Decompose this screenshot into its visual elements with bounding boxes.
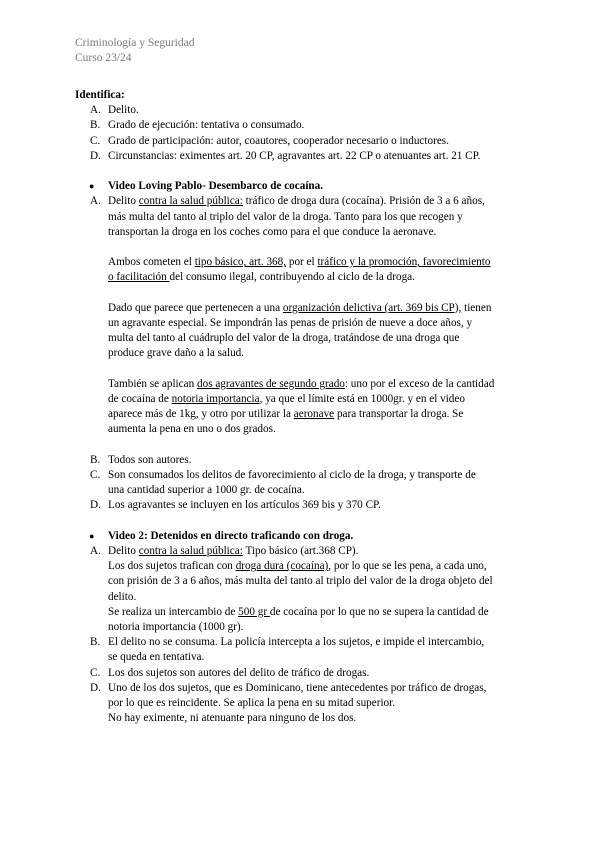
paragraph-line: produce grave daño a la salud. <box>108 347 245 360</box>
paragraph-line: un agravante especial. Se impondrán las penas de prisión de nueve a doce años, y <box>108 317 473 329</box>
paragraph-line: de cocaína de notoria importancia, ya que el límite está en 1000gr. y en el video <box>108 393 465 405</box>
list-marker: C. <box>90 469 101 481</box>
list-marker: D. <box>90 681 101 694</box>
list-item: B. Grado de ejecución: tentativa o consumado. <box>75 118 535 133</box>
list-marker: C. <box>90 666 101 679</box>
list-marker: B. <box>90 453 101 466</box>
section-title-video1: ● Video Loving Pablo- Desembarco de cocaína. <box>75 179 535 194</box>
paragraph-line: aumenta la pena en uno o dos grados. <box>108 423 276 436</box>
paragraph-line: o facilitación del consumo ilegal, contribuyendo al ciclo de la droga. <box>108 271 415 284</box>
paragraph-line: con prisión de 3 a 6 años, más multa del tanto al triplo del valor de la droga objeto del <box>108 575 493 588</box>
paragraph-line: por lo que es reincidente. Se aplica la pena en su mitad superior. <box>108 697 396 710</box>
list-item: C. Son consumados los delitos de favorecimiento al ciclo de la droga, y transporte de <box>75 468 535 483</box>
paragraph-line: delito. <box>108 590 137 603</box>
bullet-icon: ● <box>89 181 95 192</box>
paragraph-line: Ambos cometen el tipo básico, art. 368, por el tráfico y la promoción, favorecimiento <box>108 256 491 269</box>
paragraph-line: notoria importancia (1000 gr). <box>108 621 244 634</box>
list-marker: D. <box>90 499 101 512</box>
page-header <box>75 36 194 66</box>
list-item: C. Grado de participación: autor, coautores, cooperador necesario o inductores. <box>75 134 535 149</box>
list-item: C. Los dos sujetos son autores del delito de tráfico de drogas. <box>75 666 535 681</box>
list-item: B. Todos son autores. <box>75 453 535 468</box>
list-item: A. Delito. <box>75 103 535 118</box>
list-marker: B. <box>90 636 101 649</box>
paragraph-line: Dado que parece que pertenecen a una organización delictiva (art. 369 bis CP), tienen <box>108 301 492 314</box>
list-item: A. Delito contra la salud pública: Tipo básico (art.368 CP). <box>75 544 535 559</box>
list-item: D. Los agravantes se incluyen en los artículos 369 bis y 370 CP. <box>75 498 535 513</box>
paragraph-line: También se aplican dos agravantes de segundo grado: uno por el exceso de la cantidad <box>108 377 495 390</box>
paragraph-line: se queda en tentativa. <box>108 651 205 664</box>
list-marker: D. <box>90 149 101 162</box>
list-item: D. Circunstancias: eximentes art. 20 CP, agravantes art. 22 CP o atenuantes art. 21 CP. <box>75 149 535 164</box>
section-title-identifica: Identifica: <box>75 89 125 101</box>
paragraph-line: transportan la droga en los coches como para el que conduce la aeronave. <box>108 225 437 238</box>
list-marker: C. <box>90 134 101 147</box>
paragraph-line: aparece más de 1kg, y otro por utilizar la aeronave para transportar la droga. Se <box>108 408 464 421</box>
list-item: B. El delito no se consuma. La policía intercepta a los sujetos, e impide el intercambio, <box>75 635 535 650</box>
course-name: Criminología y Seguridad <box>75 37 195 49</box>
paragraph-line: Se realiza un intercambio de 500 gr de cocaína por lo que no se supera la cantidad de <box>108 605 489 618</box>
list-marker: A. <box>90 104 101 117</box>
section-title-video2: ● Video 2: Detenidos en directo traficando con droga. <box>75 529 535 544</box>
paragraph-line: multa del tanto al cuádruplo del valor de la droga, tratándose de una droga que <box>108 332 460 345</box>
paragraph-line: una cantidad superior a 1000 gr. de cocaína. <box>108 484 305 497</box>
paragraph-line: Los dos sujetos trafican con droga dura (cocaína), por lo que se les pena, a cada uno, <box>108 560 487 573</box>
document-body <box>75 88 535 726</box>
list-item: A. Delito contra la salud pública: tráfico de droga dura (cocaína). Prisión de 3 a 6 años, <box>75 194 535 209</box>
list-marker: A. <box>90 545 101 557</box>
course-year: Curso 23/24 <box>75 52 132 64</box>
bullet-icon: ● <box>89 530 95 541</box>
paragraph-line: No hay eximente, ni atenuante para ninguno de los dos. <box>108 712 357 725</box>
list-marker: B. <box>90 119 101 132</box>
list-marker: A. <box>90 195 101 208</box>
list-item: D. Uno de los dos sujetos, que es Dominicano, tiene antecedentes por tráfico de drogas, <box>75 681 535 696</box>
paragraph-line: más multa del tanto al triplo del valor de la droga. Tanto para los que recogen y <box>108 210 463 223</box>
